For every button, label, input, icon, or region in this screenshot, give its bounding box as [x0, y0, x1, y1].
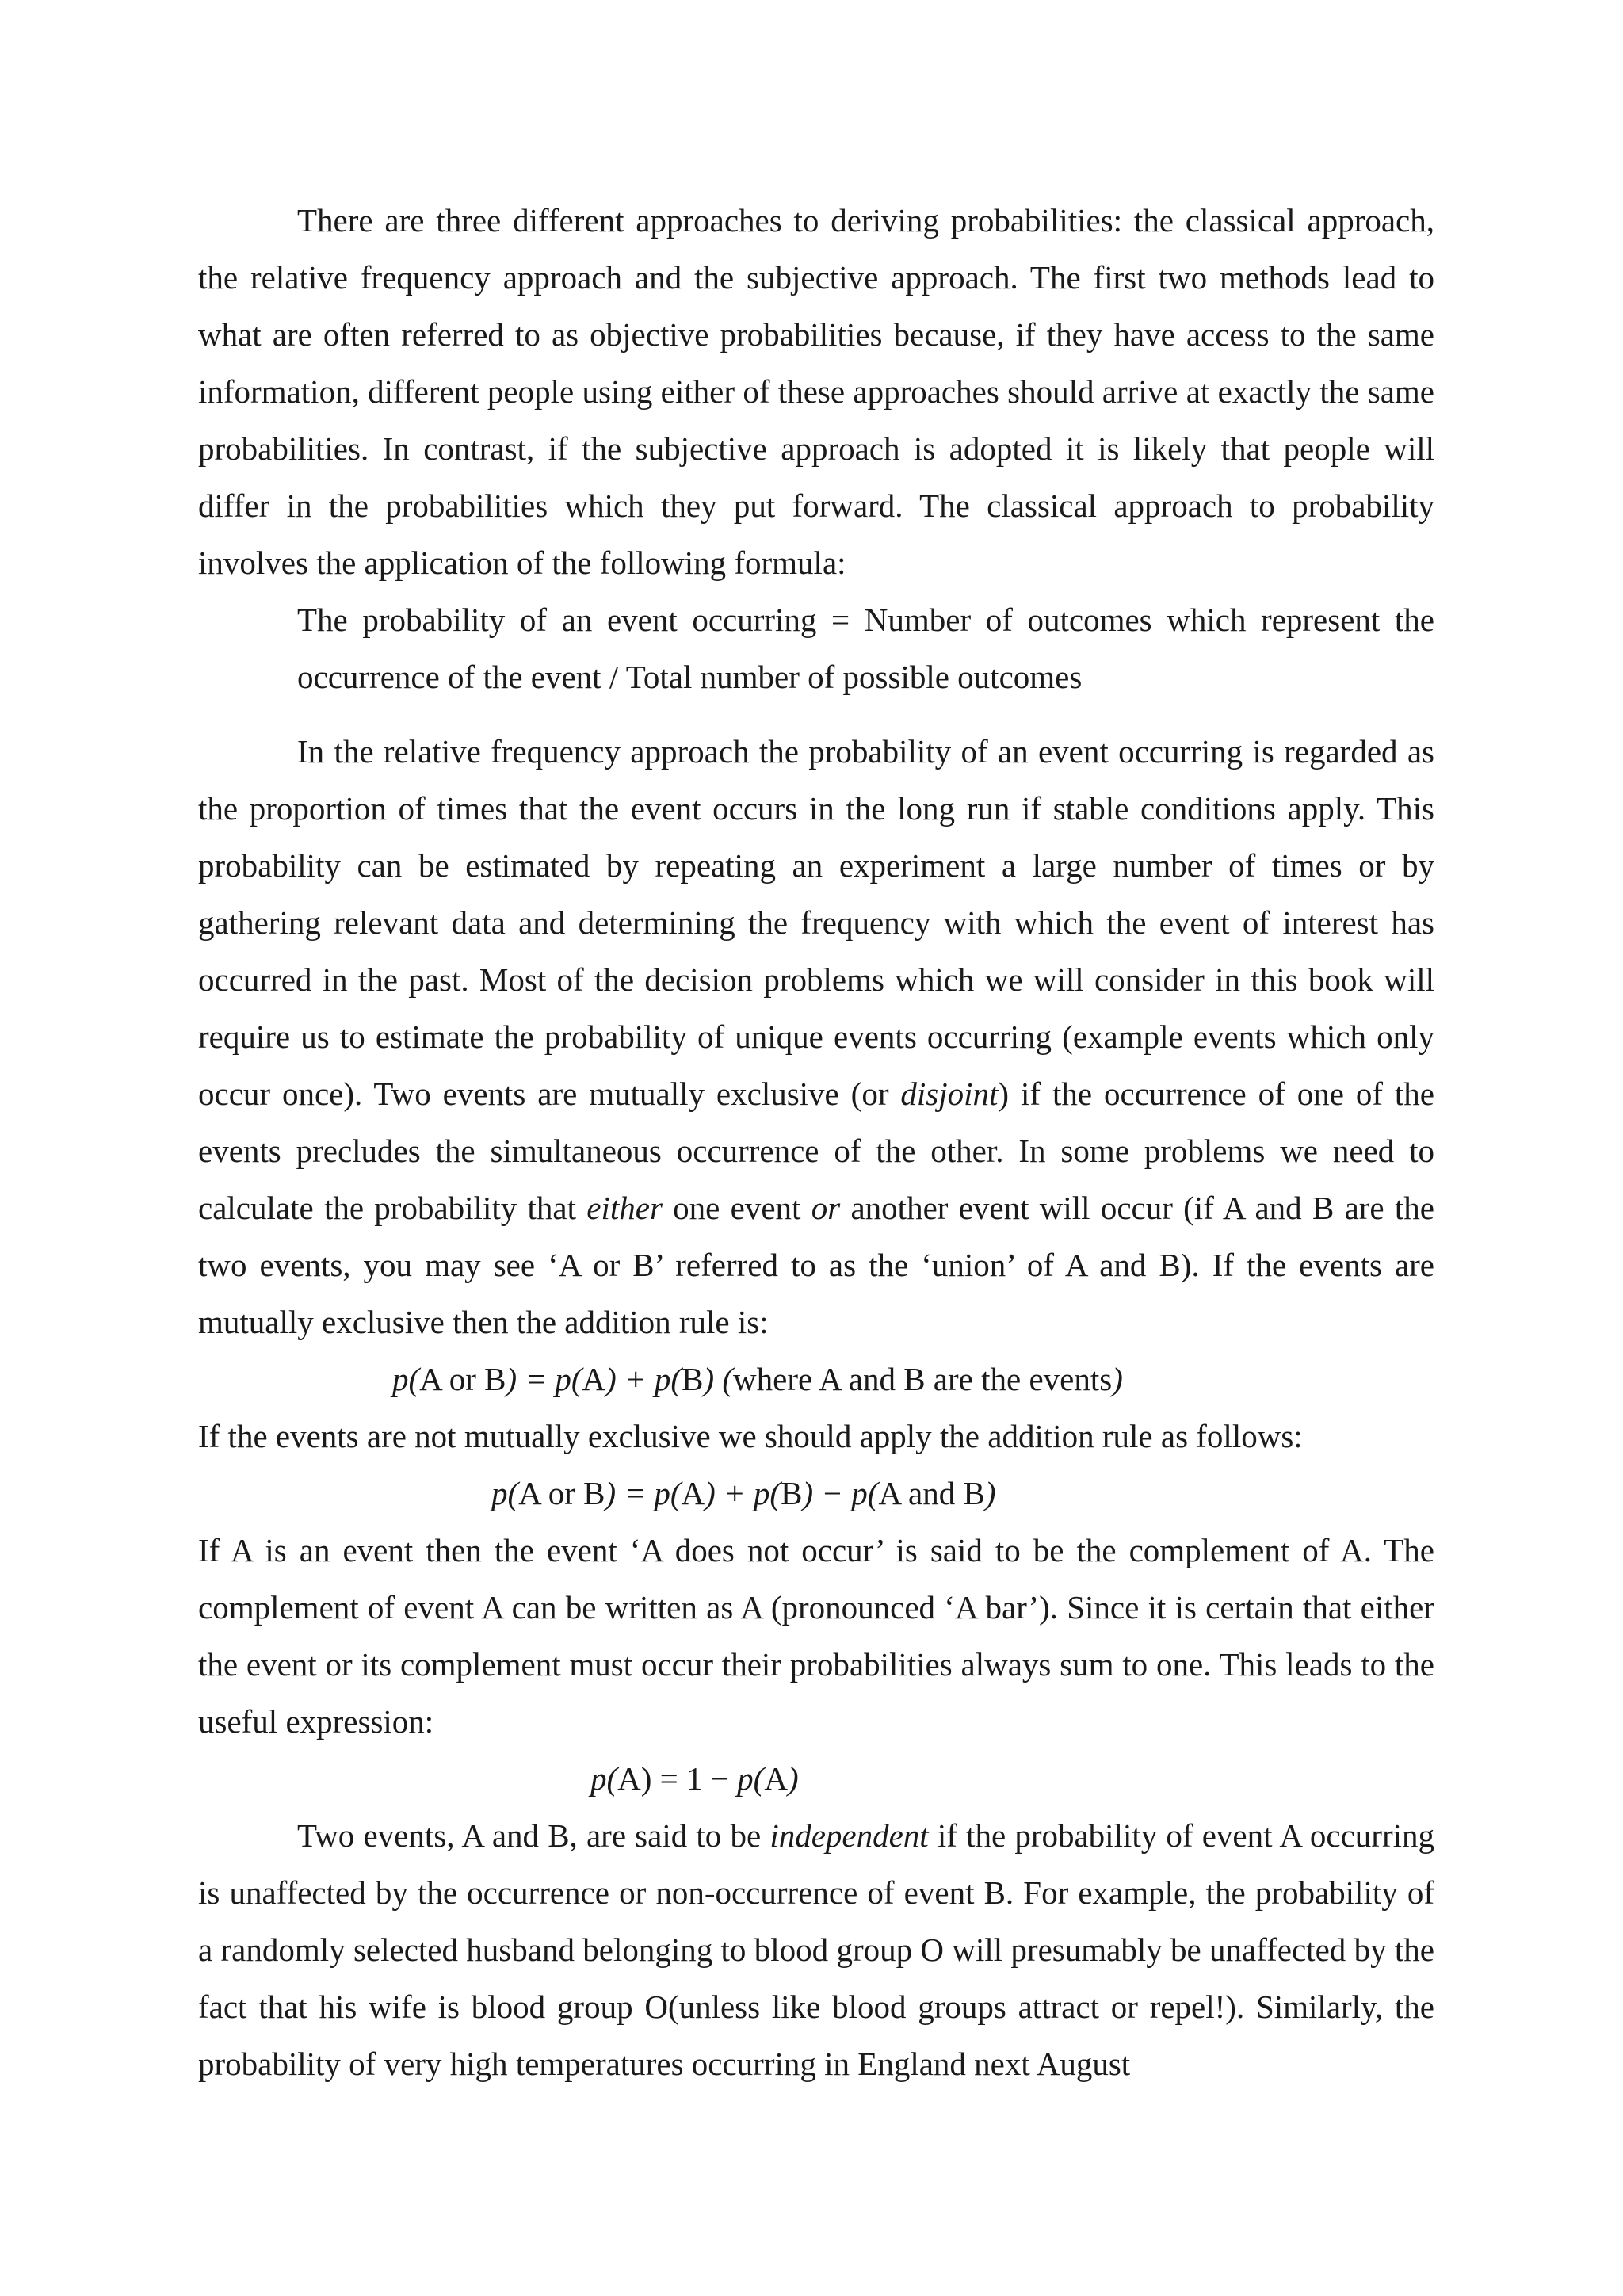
paragraph-approaches: There are three different approaches to deriving probabilities: the classical approach, the relative frequency approach and the subjective approach. The first two methods lead to what are often referred to as objective probabilities because, if they have access to the same information, different people using either of these approaches should arrive at exactly the same probabilities. In contrast, if the subjective approach is adopted it is likely that people will differ in the probabilities which they put forward. The classical approach to probability involves the application of the following formula:: [198, 202, 1434, 581]
line-non-exclusive: If the events are not mutually exclusive we should apply the addition rule as follows:: [198, 1418, 1303, 1454]
paragraph-relative-frequency: In the relative frequency approach the probability of an event occurring is regarded as the proportion of times that the event occurs in the long run if stable conditions apply. This probability can be estimated by repeating an experiment a large number of times or by gathering relevant data and determining the frequency with which the event of interest has occurred in the past. Most of the decision problems which we will consider in this book will require us to estimate the probability of unique events occurring (example events which only occur once). Two events are mutually exclusive (or disjoint) if the occurrence of one of the events precludes the simultaneous occurrence of the other. In some problems we need to calculate the probability that either one event or another event will occur (if A and B are the two events, you may see ‘A or B’ referred to as the ‘union’ of A and B). If the events are mutually exclusive then the addition rule is:: [198, 733, 1435, 1340]
paragraph-complement: If A is an event then the event ‘A does not occur’ is said to be the complement of A. The complement of event A can be written as A (pronounced ‘A bar’). Since it is certain that either the event or its complement must occur their probabilities always sum to one. This leads to the useful expression:: [198, 1532, 1434, 1740]
equation-addition-exclusive: p(A or B) = p(A) + p(B) (where A and B are the events): [392, 1361, 1123, 1397]
document-page: [198, 192, 1434, 2092]
paragraph-independent: Two events, A and B, are said to be independent if the probability of event A occurring is unaffected by the occurrence or non-occurrence of event B. For example, the probability of a randomly selected husband belonging to blood group O will presumably be unaffected by the fact that his wife is blood group O(unless like blood groups attract or repel!). Similarly, the probability of very high temperatures occurring in England next August: [198, 1817, 1435, 2082]
term-or: or: [811, 1190, 841, 1226]
equation-complement: p(A) = 1 − p(A): [590, 1760, 799, 1797]
equation-addition-general: p(A or B) = p(A) + p(B) − p(A and B): [491, 1475, 996, 1511]
term-independent: independent: [769, 1817, 929, 1854]
term-disjoint: disjoint: [900, 1075, 999, 1112]
classical-formula: The probability of an event occurring = Number of outcomes which represent the occurrence of the event / Total number of possible outcomes: [297, 602, 1434, 695]
term-either: either: [586, 1190, 663, 1226]
